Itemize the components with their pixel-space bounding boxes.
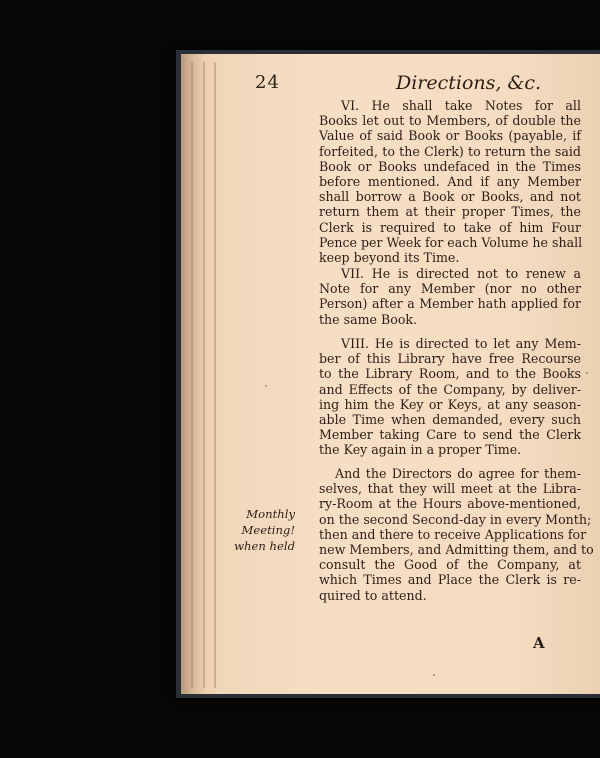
catchword: A	[533, 634, 545, 652]
running-head: Directions, &c.	[396, 72, 542, 94]
text-line: Pence per Week for each Volume he shall	[319, 234, 583, 250]
text-line: Note for any Member (nor no other	[319, 281, 581, 297]
text-line: Book or Books undefaced in the Times	[319, 158, 581, 174]
gutter-fold-line	[214, 62, 216, 688]
text-line: And the Directors do agree for them-	[335, 466, 581, 481]
text-line: Person) after a Member hath applied for	[319, 296, 581, 312]
gutter-fold-line	[191, 62, 193, 688]
text-line: VII. He is directed not to renew a	[341, 266, 581, 281]
paper-speck	[265, 385, 267, 387]
text-line: before mentioned. And if any Member	[319, 174, 581, 190]
paper-speck	[433, 674, 435, 676]
text-line: consult the Good of the Company, at	[319, 557, 581, 573]
text-line: new Members, and Admitting them, and to	[319, 542, 594, 558]
paper-speck	[586, 372, 588, 374]
text-line: ry-Room at the Hours above-mentioned,	[319, 496, 581, 512]
text-line: shall borrow a Book or Books, and not	[319, 189, 581, 205]
text-line: and Effects of the Company, by deliver-	[319, 381, 581, 397]
directors-paragraph	[319, 466, 594, 603]
text-line: selves, that they will meet at the Libra-	[319, 481, 581, 497]
text-line: ber of this Library have free Recourse	[319, 351, 581, 367]
text-line: Member taking Care to send the Clerk	[319, 427, 581, 443]
margin-note-line: Monthly	[246, 507, 295, 521]
book-page	[181, 54, 600, 694]
text-line: to the Library Room, and to the Books	[319, 366, 581, 382]
text-line: VIII. He is directed to let any Mem-	[341, 336, 581, 351]
text-line: then and there to receive Applications for	[319, 526, 587, 542]
text-line: Books let out to Members, of double the	[319, 113, 581, 129]
text-line: forfeited, to the Clerk) to return the said	[319, 143, 581, 159]
text-line: on the second Second-day in every Month;	[319, 511, 592, 527]
gutter-fold-line	[203, 62, 205, 688]
page-gutter-shadow	[181, 54, 225, 694]
margin-note-line: Meeting!	[241, 523, 295, 537]
text-line: Clerk is required to take of him Four	[319, 219, 581, 235]
section-vii-paragraph	[319, 266, 581, 327]
text-line: quired to attend.	[319, 587, 427, 603]
text-line: Value of said Book or Books (payable, if	[319, 128, 581, 144]
text-line: the same Book.	[319, 311, 418, 327]
text-line: ing him the Key or Keys, at any season-	[319, 396, 581, 412]
section-vi-paragraph	[319, 98, 581, 265]
text-line: VI. He shall take Notes for all	[341, 98, 581, 113]
text-line: which Times and Place the Clerk is re-	[319, 572, 581, 588]
margin-note	[233, 506, 295, 554]
text-line: the Key again in a proper Time.	[319, 442, 522, 458]
section-viii-paragraph	[319, 336, 581, 458]
text-line: return them at their proper Times, the	[319, 204, 581, 220]
text-line: able Time when demanded, every such	[319, 412, 581, 428]
text-line: keep beyond its Time.	[319, 250, 460, 266]
margin-note-line: when held	[234, 539, 295, 553]
page-number: 24	[255, 72, 280, 93]
